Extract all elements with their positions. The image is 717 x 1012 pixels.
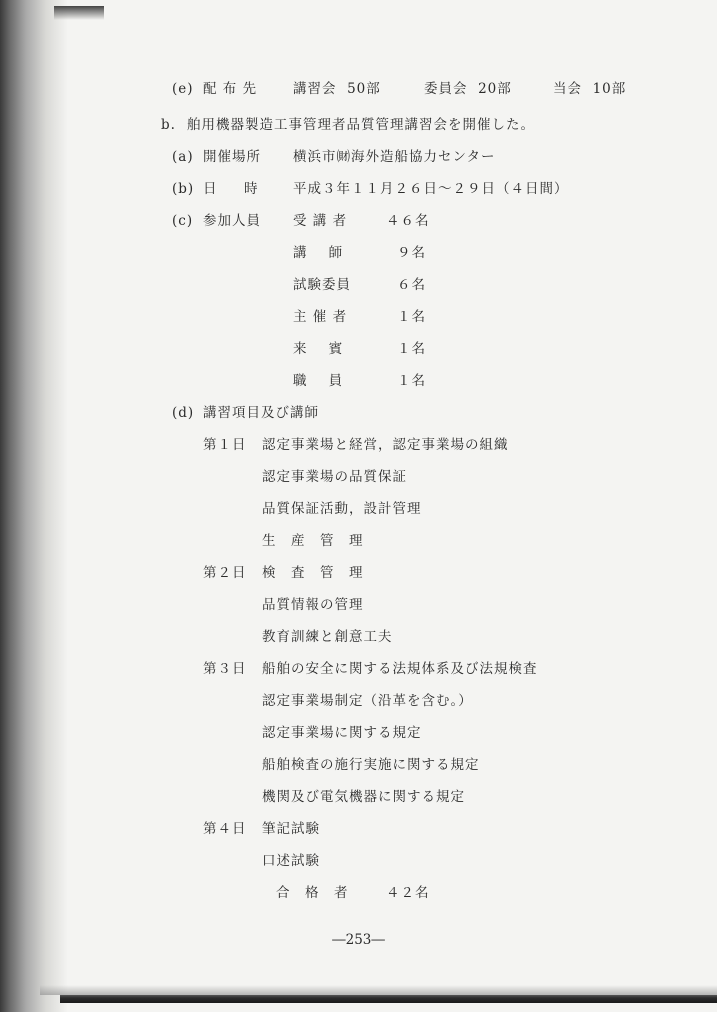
distribution-item-committee: 委員会 20部 [424, 81, 512, 97]
section-b-title: 舶用機器製造工事管理者品質管理講習会を開催した。 [187, 117, 535, 133]
book-binding-shadow [0, 0, 68, 1012]
curriculum-item: 品質情報の管理 [262, 597, 364, 613]
bottom-page-edge [60, 995, 717, 1003]
participant-count: １名 [397, 373, 426, 389]
curriculum-item: 筆記試験 [262, 821, 320, 837]
participant-count: ４６名 [386, 213, 430, 229]
venue-marker: (a) [172, 149, 194, 165]
section-b-marker: b. [161, 117, 176, 133]
distribution-label: 配 布 先 [203, 81, 258, 97]
dates-value: 平成３年１１月２６日～２９日（４日間） [293, 181, 569, 197]
curriculum-item: 認定事業場の品質保証 [262, 469, 407, 485]
participant-count: ９名 [397, 245, 426, 261]
participants-marker: (c) [172, 213, 194, 229]
participant-count: １名 [397, 309, 426, 325]
curriculum-day-label: 第１日 [203, 437, 247, 453]
page-number: ―253― [332, 932, 385, 948]
participant-count: １名 [397, 341, 426, 357]
participant-role: 受 講 者 [293, 213, 348, 229]
curriculum-day-label: 第３日 [203, 661, 247, 677]
passed-label: 合 格 者 [276, 885, 349, 901]
distribution-marker: (e) [172, 81, 194, 97]
participant-role: 主 催 者 [293, 309, 348, 325]
binding-top-shadow [54, 6, 104, 20]
curriculum-item: 認定事業場に関する規定 [262, 725, 422, 741]
distribution-item-seminar: 講習会 50部 [293, 81, 381, 97]
participant-role: 試験委員 [293, 277, 351, 293]
curriculum-item: 口述試験 [262, 853, 320, 869]
curriculum-day-label: 第４日 [203, 821, 247, 837]
distribution-item-association: 当会 10部 [553, 81, 627, 97]
participant-role: 職 員 [293, 373, 344, 389]
participants-label: 参加人員 [203, 213, 261, 229]
dates-label: 日 時 [203, 181, 259, 197]
dates-marker: (b) [172, 181, 195, 197]
participant-role: 来 賓 [293, 341, 344, 357]
participant-count: ６名 [397, 277, 426, 293]
bottom-page-shadow [40, 985, 717, 995]
curriculum-item: 機関及び電気機器に関する規定 [262, 789, 465, 805]
curriculum-item: 生 産 管 理 [262, 533, 364, 549]
venue-label: 開催場所 [203, 149, 261, 165]
curriculum-day-label: 第２日 [203, 565, 247, 581]
curriculum-label: 講習項目及び講師 [203, 405, 319, 421]
curriculum-marker: (d) [172, 405, 195, 421]
venue-value: 横浜市㈶海外造船協力センター [293, 149, 496, 165]
curriculum-item: 認定事業場と経営，認定事業場の組織 [262, 437, 509, 453]
curriculum-item: 認定事業場制定（沿革を含む。） [262, 693, 473, 709]
passed-count: ４２名 [386, 885, 430, 901]
curriculum-item: 船舶検査の施行実施に関する規定 [262, 757, 480, 773]
participant-role: 講 師 [293, 245, 344, 261]
curriculum-item: 船舶の安全に関する法規体系及び法規検査 [262, 661, 538, 677]
curriculum-item: 品質保証活動，設計管理 [262, 501, 422, 517]
curriculum-item: 教育訓練と創意工夫 [262, 629, 393, 645]
curriculum-item: 検 査 管 理 [262, 565, 364, 581]
